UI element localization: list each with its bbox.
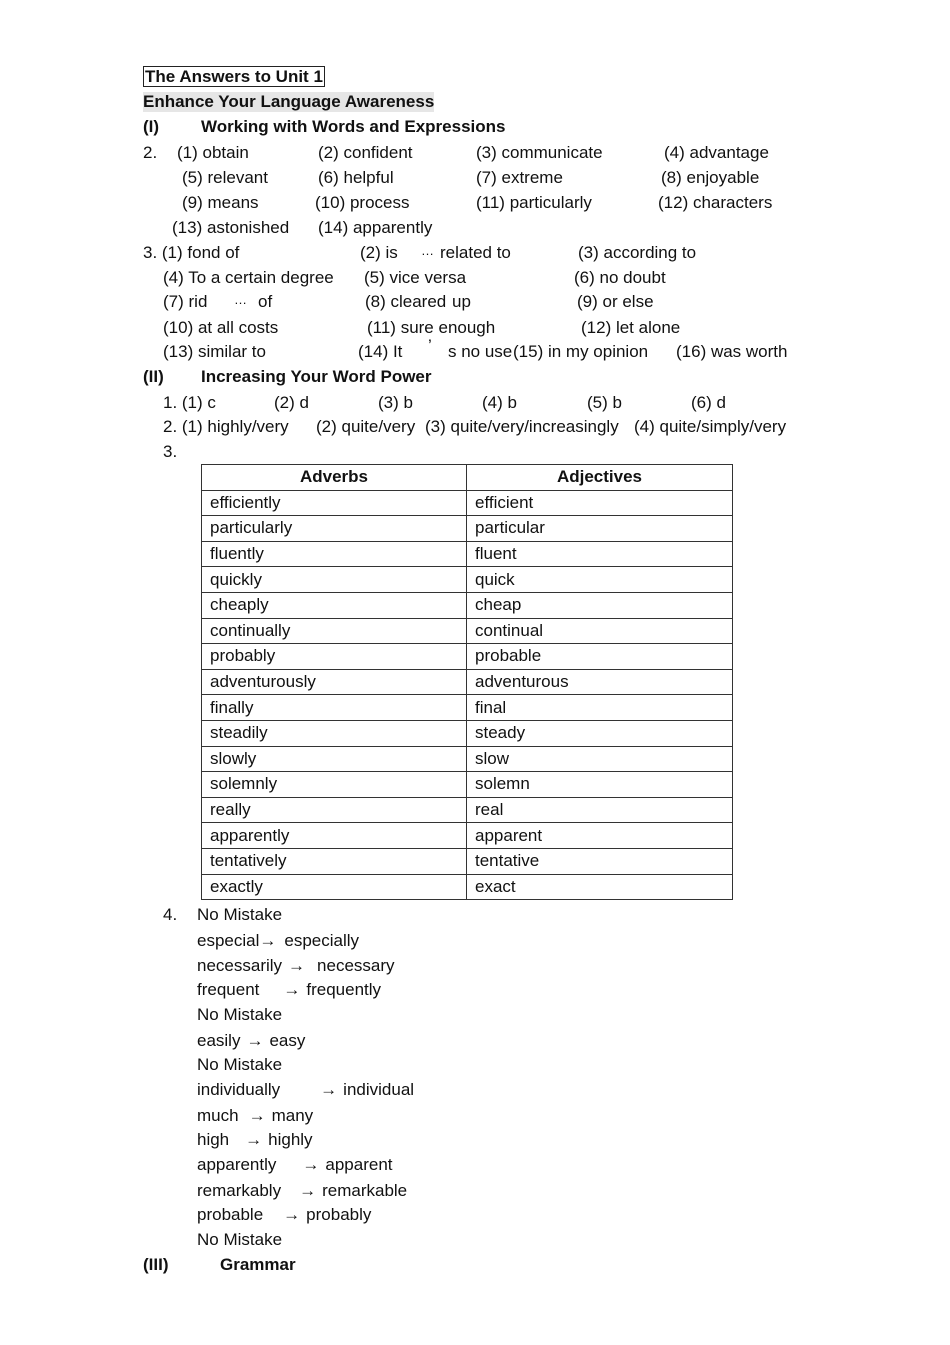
ii3-number: 3. (163, 442, 178, 461)
table-cell: adventurously (202, 669, 467, 695)
table-cell: solemn (467, 772, 733, 798)
table-cell: fluently (202, 541, 467, 567)
arrow-right-icon: → (283, 980, 301, 999)
q2-answer: (7) extreme (476, 168, 563, 187)
q2-answer: (10) process (315, 193, 410, 212)
ii2-answer: (3) quite/very/increasingly (425, 417, 619, 436)
ii1-answer: 1. (1) c (163, 393, 216, 412)
table-cell: quickly (202, 567, 467, 593)
correction-line (197, 1130, 313, 1150)
q3-answer: s no use (448, 342, 513, 361)
correction-to: apparent (325, 1155, 393, 1174)
correction-line (197, 931, 359, 951)
table-row (202, 797, 733, 823)
correction-line (197, 1080, 414, 1100)
ii2-answer: (4) quite/simply/very (634, 417, 787, 436)
ii1-answer: (5) b (587, 393, 622, 412)
correction-from: No Mistake (197, 1230, 283, 1249)
correction-from: easily (197, 1031, 241, 1050)
table-row (202, 490, 733, 516)
correction-from: probable (197, 1205, 264, 1224)
ii1-answer: (6) d (691, 393, 726, 412)
column-header: Adjectives (467, 465, 733, 491)
table-row (202, 669, 733, 695)
q3-answer: (2) is (360, 243, 398, 262)
table-row (202, 720, 733, 746)
arrow-right-icon: → (246, 1031, 264, 1050)
q3-answer: (4) To a certain degree (163, 268, 334, 287)
table-cell: particular (467, 516, 733, 542)
ii2-answer: (2) quite/very (316, 417, 416, 436)
table-cell: finally (202, 695, 467, 721)
q3-answer: (12) let alone (581, 318, 681, 337)
q3-answer: (7) rid (163, 292, 208, 311)
correction-line (197, 1155, 393, 1175)
table-cell: probably (202, 644, 467, 670)
q3-answer: (3) according to (578, 243, 697, 262)
table-cell: tentatively (202, 848, 467, 874)
section-2-title: Increasing Your Word Power (201, 367, 432, 386)
arrow-right-icon: → (283, 1205, 301, 1224)
correction-line (197, 980, 381, 1000)
table-cell: tentative (467, 848, 733, 874)
correction-from: No Mistake (197, 1005, 283, 1024)
q2-answer: (11) particularly (476, 193, 592, 212)
correction-to: easy (269, 1031, 306, 1050)
section-3-title: Grammar (220, 1255, 296, 1274)
correction-line (197, 1230, 282, 1250)
correction-from: frequent (197, 980, 260, 999)
q2-answer: (9) means (182, 193, 259, 212)
table-cell: efficient (467, 490, 733, 516)
q2-answer: (13) astonished (172, 218, 290, 237)
table-cell: steadily (202, 720, 467, 746)
section-heading: Enhance Your Language Awareness (143, 92, 435, 111)
q3-answer: (9) or else (577, 292, 654, 311)
correction-line (197, 1205, 371, 1225)
q3-answer: 3. (1) fond of (143, 243, 240, 262)
q3-answer: up (452, 292, 471, 311)
arrow-right-icon: → (302, 1155, 320, 1174)
correction-from: No Mistake (197, 905, 283, 924)
table-cell: continually (202, 618, 467, 644)
table-cell: apparent (467, 823, 733, 849)
ii1-answer: (2) d (274, 393, 309, 412)
q2-answer: (4) advantage (664, 143, 769, 162)
q2-answer: (5) relevant (182, 168, 268, 187)
ellipsis-glyph: … (421, 243, 434, 258)
correction-from: No Mistake (197, 1055, 283, 1074)
table-cell: real (467, 797, 733, 823)
q3-answer: of (258, 292, 273, 311)
ii2-answer: 2. (1) highly/very (163, 417, 289, 436)
table-row (202, 644, 733, 670)
correction-to: many (271, 1106, 314, 1125)
q2-answer: (12) characters (658, 193, 773, 212)
correction-from: high (197, 1130, 230, 1149)
correction-to: especially (284, 931, 360, 950)
adverb-adjective-table (201, 464, 733, 900)
arrow-right-icon: → (288, 956, 306, 975)
correction-line (197, 1031, 305, 1051)
column-header: Adverbs (202, 465, 467, 491)
correction-to: probably (306, 1205, 372, 1224)
section-1-number: (I) (143, 117, 160, 136)
table-cell: apparently (202, 823, 467, 849)
q2-answer: (14) apparently (318, 218, 433, 237)
correction-to: frequently (306, 980, 382, 999)
q2-answer: (1) obtain (177, 143, 249, 162)
correction-to: remarkable (322, 1181, 408, 1200)
correction-line (197, 1181, 407, 1201)
correction-to: individual (343, 1080, 415, 1099)
q2-answer: (2) confident (318, 143, 413, 162)
table-row (202, 823, 733, 849)
table-cell: final (467, 695, 733, 721)
correction-to: highly (268, 1130, 313, 1149)
table-cell: steady (467, 720, 733, 746)
q3-answer: (16) was worth (676, 342, 788, 361)
table-cell: cheaply (202, 592, 467, 618)
correction-line (197, 1005, 282, 1025)
table-row (202, 848, 733, 874)
q3-answer: (5) vice versa (364, 268, 467, 287)
correction-line (197, 1055, 282, 1075)
correction-from: individually (197, 1080, 281, 1099)
table-cell: quick (467, 567, 733, 593)
q3-answer: (11) sure enough (367, 318, 496, 337)
correction-to: necessary (317, 956, 395, 975)
ii1-answer: (4) b (482, 393, 517, 412)
table-row (202, 592, 733, 618)
table-cell: exactly (202, 874, 467, 900)
correction-from: much (197, 1106, 239, 1125)
correction-from: necessarily (197, 956, 283, 975)
q2-answer: (8) enjoyable (661, 168, 760, 187)
q4-number: 4. (163, 905, 178, 924)
correction-line (197, 1106, 313, 1126)
q3-answer: (8) cleared (365, 292, 447, 311)
section-3-number: (III) (143, 1255, 169, 1274)
correction-from: remarkably (197, 1181, 282, 1200)
table-cell: slowly (202, 746, 467, 772)
table-cell: probable (467, 644, 733, 670)
table-row (202, 541, 733, 567)
q3-answer: related to (440, 243, 511, 262)
table-cell: continual (467, 618, 733, 644)
table-cell: cheap (467, 592, 733, 618)
correction-from: especial (197, 931, 260, 950)
table-cell: slow (467, 746, 733, 772)
arrow-right-icon: → (259, 931, 277, 950)
ii1-answer: (3) b (378, 393, 413, 412)
arrow-right-icon: → (299, 1181, 317, 1200)
table-cell: solemnly (202, 772, 467, 798)
q3-answer: (6) no doubt (574, 268, 666, 287)
table-row (202, 746, 733, 772)
arrow-right-icon: → (248, 1106, 266, 1125)
q2-answer: (6) helpful (318, 168, 394, 187)
q2-answer: (3) communicate (476, 143, 603, 162)
table-row (202, 567, 733, 593)
table-cell: particularly (202, 516, 467, 542)
table-row (202, 618, 733, 644)
q3-answer: (15) in my opinion (513, 342, 649, 361)
section-2-number: (II) (143, 367, 164, 386)
table-cell: exact (467, 874, 733, 900)
table-row (202, 695, 733, 721)
correction-line (197, 956, 395, 976)
table-cell: efficiently (202, 490, 467, 516)
ellipsis-glyph: … (234, 292, 247, 307)
table-cell: fluent (467, 541, 733, 567)
q3-answer: (13) similar to (163, 342, 266, 361)
correction-line (197, 905, 282, 925)
table-row (202, 772, 733, 798)
q3-answer: (14) It (358, 342, 403, 361)
section-1-title: Working with Words and Expressions (201, 117, 506, 136)
arrow-right-icon: → (245, 1130, 263, 1149)
table-row (202, 516, 733, 542)
correction-from: apparently (197, 1155, 277, 1174)
table-cell: really (202, 797, 467, 823)
page-title: The Answers to Unit 1 (145, 67, 323, 86)
table-header-row (202, 465, 733, 491)
apostrophe-glyph: ’ (428, 336, 432, 355)
table-row (202, 874, 733, 900)
q3-answer: (10) at all costs (163, 318, 279, 337)
table-cell: adventurous (467, 669, 733, 695)
arrow-right-icon: → (320, 1080, 338, 1099)
q2-number: 2. (143, 143, 158, 162)
